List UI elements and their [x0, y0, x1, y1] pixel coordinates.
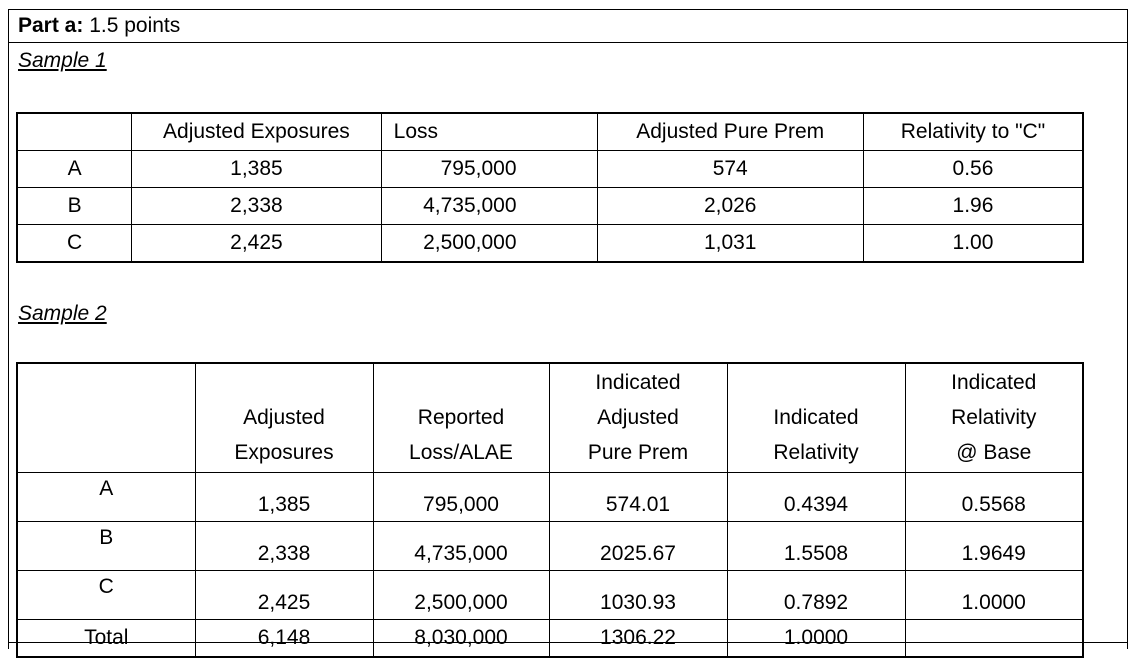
table-cell: 574.01	[549, 473, 727, 522]
table-header-row	[17, 113, 1083, 151]
header-line: Adjusted	[597, 406, 679, 429]
table-cell: 1.96	[863, 188, 1083, 225]
row-label: B	[17, 188, 132, 225]
table-cell: 4,735,000	[373, 522, 549, 571]
table-cell: 0.5568	[905, 473, 1083, 522]
table-row	[17, 225, 1083, 263]
header-cell: Relativity to "C"	[863, 113, 1083, 151]
table-row	[17, 151, 1083, 188]
row-label: Total	[17, 620, 195, 658]
sample-2-title: Sample 2	[18, 302, 107, 325]
table-row	[17, 188, 1083, 225]
part-header	[8, 9, 1128, 43]
table-cell: 2,500,000	[381, 225, 597, 263]
table-cell: 1.00	[863, 225, 1083, 263]
table-cell: 574	[597, 151, 863, 188]
table-cell: 1.5508	[727, 522, 905, 571]
table-cell	[905, 620, 1083, 658]
header-line: @ Base	[956, 441, 1032, 464]
table-cell: 2025.67	[549, 522, 727, 571]
table-cell: 795,000	[381, 151, 597, 188]
table-cell: 2,425	[132, 225, 382, 263]
header-cell	[727, 363, 905, 473]
sample-1-title: Sample 1	[18, 49, 107, 72]
table-cell: 2,338	[195, 522, 373, 571]
header-line: Pure Prem	[587, 441, 689, 464]
total-row	[17, 620, 1083, 658]
table-cell: 1.0000	[727, 620, 905, 658]
part-points: 1.5 points	[83, 14, 181, 37]
header-line: Adjusted	[243, 406, 325, 429]
row-label: B	[17, 522, 195, 571]
table-cell: 6,148	[195, 620, 373, 658]
header-cell	[17, 113, 132, 151]
header-line: Indicated	[595, 371, 681, 394]
table-cell: 2,500,000	[373, 571, 549, 620]
header-line: Relativity	[773, 441, 859, 464]
row-label: C	[17, 571, 195, 620]
row-label: A	[17, 473, 195, 522]
table-cell: 4,735,000	[381, 188, 597, 225]
table-header-row	[17, 363, 1083, 473]
table-cell: 2,026	[597, 188, 863, 225]
table-cell: 8,030,000	[373, 620, 549, 658]
header-cell	[195, 363, 373, 473]
row-label: A	[17, 151, 132, 188]
table-row	[17, 571, 1083, 620]
bottom-rule	[8, 642, 1128, 643]
table-cell: 1,031	[597, 225, 863, 263]
table-cell: 1.0000	[905, 571, 1083, 620]
table-cell: 1,385	[132, 151, 382, 188]
header-cell	[17, 363, 195, 473]
header-cell: Adjusted Exposures	[132, 113, 382, 151]
part-label	[18, 14, 180, 38]
table-cell: 795,000	[373, 473, 549, 522]
table-cell: 0.4394	[727, 473, 905, 522]
header-cell	[905, 363, 1083, 473]
table-cell: 0.7892	[727, 571, 905, 620]
header-cell: Loss	[381, 113, 597, 151]
table-cell: 2,425	[195, 571, 373, 620]
header-line: Exposures	[234, 441, 334, 464]
sample-1-table	[16, 112, 1084, 263]
header-line: Reported	[417, 406, 505, 429]
header-line: Indicated	[773, 406, 859, 429]
header-cell	[373, 363, 549, 473]
table-row	[17, 522, 1083, 571]
table-cell: 1030.93	[549, 571, 727, 620]
header-line: Loss/ALAE	[409, 441, 513, 464]
table-cell: 0.56	[863, 151, 1083, 188]
row-label: C	[17, 225, 132, 263]
table-row	[17, 473, 1083, 522]
header-cell	[549, 363, 727, 473]
header-line: Relativity	[951, 406, 1037, 429]
sample-2-table	[16, 362, 1084, 658]
header-line: Indicated	[951, 371, 1037, 394]
part-label-bold: Part a:	[18, 14, 84, 37]
table-cell: 1.9649	[905, 522, 1083, 571]
header-cell: Adjusted Pure Prem	[597, 113, 863, 151]
table-cell: 1306.22	[549, 620, 727, 658]
table-cell: 2,338	[132, 188, 382, 225]
table-cell: 1,385	[195, 473, 373, 522]
